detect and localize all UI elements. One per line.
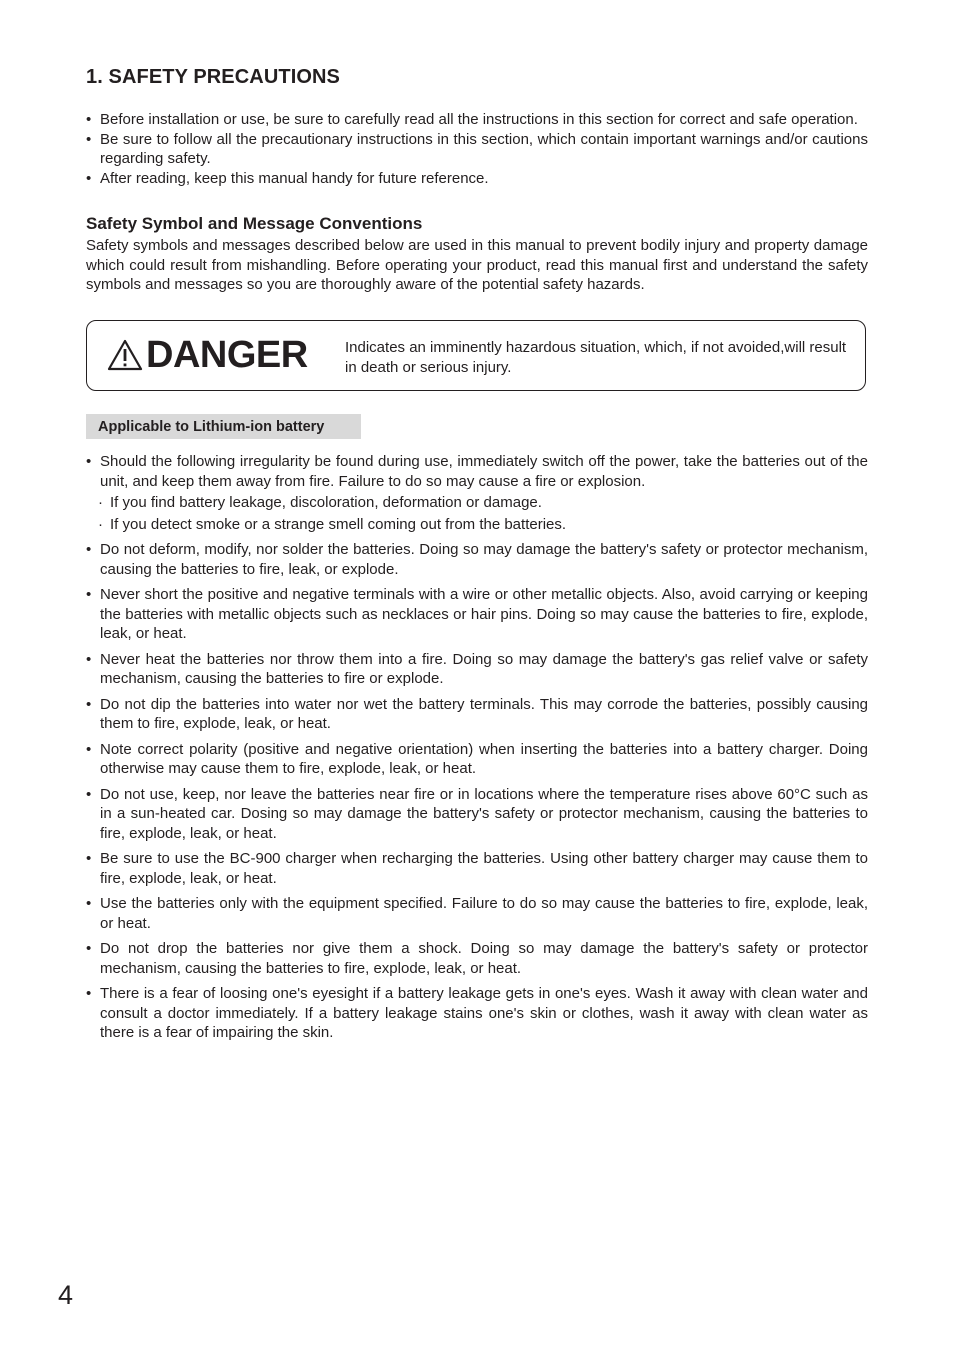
list-item-text: Be sure to use the BC-900 charger when recharging the batteries. Using other battery charger may cause them to fire, explode, leak, or heat. (100, 850, 868, 887)
danger-description: Indicates an imminently hazardous situation, which, if not avoided,will result in death or serious injury. (345, 339, 847, 376)
sub-list-item (100, 515, 868, 535)
bullet-icon: • (86, 453, 92, 470)
list-item (86, 585, 868, 644)
bullet-icon: • (86, 650, 92, 668)
list-item (86, 849, 868, 888)
warning-triangle-icon (107, 339, 143, 371)
list-item-text: Do not deform, modify, nor solder the batteries. Doing so may damage the battery's safety or protector mechanism, causing the batteries to fire, leak, or explode. (100, 541, 868, 578)
list-item (86, 785, 868, 844)
list-item-text: Do not use, keep, nor leave the batteries near fire or in locations where the temperature rises above 60°C such as in a sun-heated car. Dosing so may damage the battery's safety or protector mechanism, causing the batteries to fire, explode, leak, or heat. (100, 785, 868, 842)
section-title: 1. SAFETY PRECAUTIONS (86, 66, 340, 88)
bullet-icon: • (86, 169, 92, 187)
bullet-icon: • (86, 695, 92, 713)
bullet-icon: • (86, 785, 92, 803)
list-item-text: After reading, keep this manual handy for future reference. (100, 169, 489, 187)
bullet-icon: • (86, 586, 92, 603)
list-item (86, 695, 868, 734)
list-item (86, 540, 868, 579)
list-item-text: Never short the positive and negative terminals with a wire or other metallic objects. Also, avoid carrying or keeping the batteries with metallic objects such as necklaces or hair pins. Doing so may cause the batteries to fire, explode, leak, or heat. (100, 586, 868, 642)
bullet-icon: • (86, 895, 92, 912)
list-item (86, 984, 868, 1043)
sub-bullet-icon: · (98, 494, 103, 511)
sub-bullet-icon: · (98, 515, 103, 533)
bullet-icon: • (86, 130, 92, 148)
list-item-text: Do not dip the batteries into water nor wet the battery terminals. This may corrode the batteries, possibly causing them to fire, explode, leak, or heat. (100, 695, 868, 732)
sub-list-item-text: If you detect smoke or a strange smell coming out from the batteries. (110, 515, 567, 533)
bullet-icon: • (86, 940, 92, 957)
list-item (86, 740, 868, 779)
list-item-text: Be sure to follow all the precautionary instructions in this section, which contain important warnings and/or cautions regarding safety. (100, 130, 868, 167)
sub-bullet-list (100, 493, 868, 534)
conventions-paragraph: Safety symbols and messages described below are used in this manual to prevent bodily injury and property damage which could result from mishandling. Before operating your product, read this manual first and understand the safety symbols and messages so you are thoroughly aware of the potential safety hazards. (86, 237, 868, 293)
bullet-icon: • (86, 541, 92, 558)
danger-notice-box (86, 320, 866, 391)
intro-bullet-list (86, 110, 868, 188)
list-item (86, 894, 868, 933)
conventions-heading: Safety Symbol and Message Conventions (86, 214, 423, 233)
bullet-icon: • (86, 850, 92, 867)
list-item (86, 452, 868, 534)
list-item-text: Use the batteries only with the equipment specified. Failure to do so may cause the batteries to fire, explode, leak, or heat. (100, 895, 868, 932)
danger-word: DANGER (146, 334, 308, 376)
bullet-icon: • (86, 111, 92, 128)
danger-label (107, 333, 308, 377)
list-item-text: Do not drop the batteries nor give them a shock. Doing so may damage the battery's safety or protector mechanism, causing the batteries to fire, explode, leak, or heat. (100, 940, 868, 977)
list-item-text: There is a fear of loosing one's eyesight if a battery leakage gets in one's eyes. Wash it away with clean water and consult a doctor immediately. If a battery leakage stains one's skin or clothes, wash it away with clean water as there is a fear of impairing the skin. (100, 985, 868, 1041)
sub-list-item-text: If you find battery leakage, discoloration, deformation or damage. (110, 494, 542, 511)
list-item (86, 650, 868, 689)
bullet-icon: • (86, 740, 92, 758)
battery-bullet-list (86, 452, 868, 1049)
list-item-text: Should the following irregularity be found during use, immediately switch off the power, take the batteries out of the unit, and keep them away from fire. Failure to do so may cause a fire or explosion. (100, 453, 868, 490)
page-number: 4 (58, 1280, 74, 1310)
bullet-icon: • (86, 985, 92, 1002)
list-item (86, 939, 868, 978)
list-item-text: Never heat the batteries nor throw them into a fire. Doing so may damage the battery's gas relief valve or safety mechanism, causing the batteries to fire or explode. (100, 650, 868, 687)
list-item-text: Note correct polarity (positive and negative orientation) when inserting the batteries into a battery charger. Doing otherwise may cause them to fire, explode, leak, or heat. (100, 740, 868, 777)
list-item-text: Before installation or use, be sure to carefully read all the instructions in this section for correct and safe operation. (100, 111, 858, 128)
list-item (86, 110, 868, 130)
sub-list-item (100, 493, 868, 513)
battery-applicability-tag: Applicable to Lithium-ion battery (86, 414, 361, 439)
list-item (86, 130, 868, 169)
list-item (86, 169, 868, 189)
